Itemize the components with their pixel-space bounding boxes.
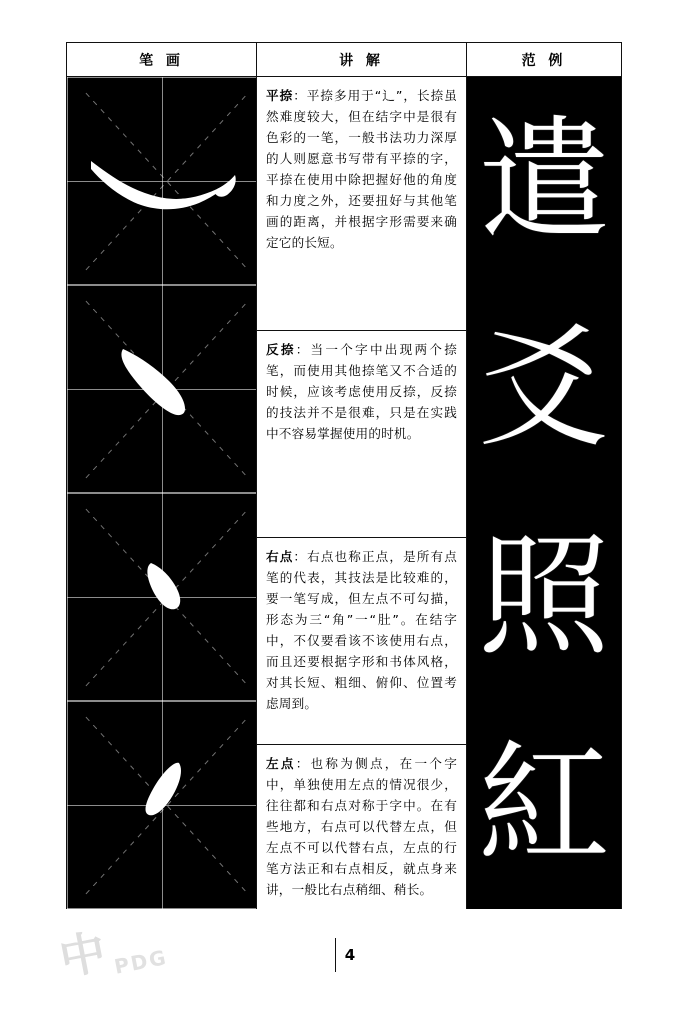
watermark-secondary-text: PDG — [112, 945, 170, 979]
explanation-cell-3 — [257, 745, 466, 909]
stroke-glyph-2 — [67, 493, 257, 701]
explanation-body-3: ：也称为侧点，在一个字中，单独使用左点的情况很少，往往都和右点对称于字中。在有些地方，右点可以代替左点，但左点不可以代替右点，左点的行笔方法正和右点相反，就点身来讲，一般比右点稍细、稍长。 — [266, 756, 457, 897]
explanation-title-2: 右点 — [266, 549, 294, 564]
explanation-title-0: 平捺 — [266, 88, 294, 103]
table-body — [67, 77, 621, 909]
stroke-glyph-1 — [67, 285, 257, 493]
page-footer — [0, 925, 690, 985]
stroke-column — [67, 77, 257, 909]
calligraphy-table — [66, 42, 622, 909]
page-number: 4 — [344, 946, 356, 964]
explanation-title-1: 反捺 — [266, 342, 296, 357]
example-column — [467, 77, 621, 909]
watermark-primary-text: 中 — [54, 924, 111, 986]
example-char-3: 紅 — [478, 728, 610, 882]
footer-divider — [335, 938, 336, 972]
explanation-body-2: ：右点也称正点，是所有点笔的代表，其技法是比较难的，要一笔写成，但左点不可勾描，形态为三“角”一“肚”。在结字中，不仅要看该不该使用右点，而且还要根据字形和书体风格，对其长短、粗细、俯仰、位置考虑周到。 — [266, 549, 457, 711]
example-char-2: 照 — [478, 520, 610, 674]
stroke-cell-3 — [67, 701, 257, 909]
example-char-1: 爻 — [478, 312, 610, 466]
column-header-example: 范 例 — [521, 52, 567, 69]
stroke-cell-0 — [67, 77, 257, 285]
table-header-row — [67, 43, 621, 77]
column-header-stroke: 笔 画 — [67, 43, 257, 76]
column-header-explanation: 讲 解 — [257, 43, 467, 76]
explanation-cell-0 — [257, 77, 466, 331]
explanation-cell-1 — [257, 331, 466, 538]
example-char-0: 遣 — [478, 104, 610, 258]
explanation-column — [257, 77, 467, 909]
stroke-glyph-3 — [67, 701, 257, 909]
explanation-body-0: ：平捺多用于“辶”，长捺虽然难度较大，但在结字中是很有色彩的一笔，一般书法功力深厚的人则愿意书写带有平捺的字，平捺在使用中除把握好他的角度和力度之外，还要扭好与其他笔画的距离，并根据字形需要来确定它的长短。 — [266, 88, 457, 250]
stroke-glyph-0 — [67, 77, 257, 285]
stroke-cell-1 — [67, 285, 257, 493]
explanation-title-3: 左点 — [266, 756, 296, 771]
stroke-cell-2 — [67, 493, 257, 701]
explanation-cell-2 — [257, 538, 466, 745]
explanation-body-1: ：当一个字中出现两个捺笔，而使用其他捺笔又不合适的时候，应该考虑使用反捺，反捺的技法并不是很难，只是在实践中不容易掌握使用的时机。 — [266, 342, 457, 441]
